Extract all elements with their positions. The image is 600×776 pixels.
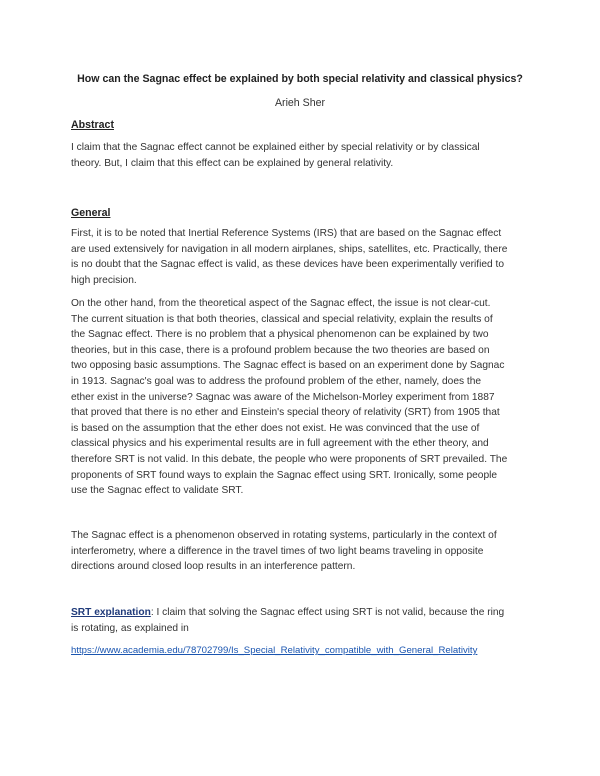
- text-line: interferometry, where a difference in the travel times of two light beams traveling in opposite: [71, 545, 484, 557]
- text-line: The Sagnac effect is a phenomenon observed in rotating systems, particularly in the context of: [71, 530, 497, 541]
- text-line: is based on the assumption that the ether does not exist. He was convinced that the use of: [71, 422, 480, 434]
- text-line: ether exist in the universe? Sagnac was aware of the Michelson-Morley experiment from 1887: [71, 391, 495, 403]
- text-line: theory. But, I claim that this effect can be explained by general relativity.: [71, 157, 394, 169]
- text-line: The current situation is that both theories, classical and special relativity, explain the results of: [71, 313, 493, 325]
- academia-link[interactable]: https://www.academia.edu/78702799/Is_Special_Relativity_compatible_with_General_Relativity: [71, 645, 478, 656]
- text-line: theories, but in this case, there is a profound problem because the two theories are based on: [71, 344, 490, 356]
- text-line: proponents of SRT found ways to explain the Sagnac effect using SRT. Ironically, some people: [71, 469, 498, 481]
- text-line: therefore SRT is not valid. In this debate, the people who were proponents of SRT prevailed. The: [71, 453, 508, 465]
- text-line: two opposing basic assumptions. The Sagnac effect is based on an experiment done by Sagnac: [71, 360, 505, 372]
- document-title: How can the Sagnac effect be explained by both special relativity and classical physics?: [77, 73, 523, 85]
- abstract-paragraph: [71, 140, 531, 171]
- author-name: Arieh Sher: [274, 97, 326, 109]
- general-paragraph-2: [71, 296, 531, 499]
- abstract-heading: Abstract: [71, 119, 114, 131]
- general-paragraph-3: [71, 528, 531, 575]
- text-line: I claim that the Sagnac effect cannot be explained either by special relativity or by classical: [71, 142, 480, 153]
- text-line: classical physics and his experimental results are in full agreement with the ether theory, and: [71, 438, 489, 450]
- srt-text: : I claim that solving the Sagnac effect using SRT is not valid, because the ring: [150, 607, 505, 618]
- text-line: First, it is to be noted that Inertial Reference Systems (IRS) that are based on the Sagnac effect: [71, 228, 502, 239]
- text-line: that proved that there is no ether and Einstein's special theory of relativity (SRT) from 1905 that: [71, 407, 500, 419]
- text-line: high precision.: [71, 274, 137, 286]
- general-heading: General: [71, 207, 111, 219]
- text-line: use the Sagnac effect to validate SRT.: [71, 485, 244, 497]
- text-line: is rotating, as explained in: [71, 622, 189, 634]
- text-line: [71, 605, 531, 621]
- srt-explanation-paragraph: [71, 605, 531, 636]
- text-line: On the other hand, from the theoretical aspect of the Sagnac effect, the issue is not clear-cut.: [71, 298, 491, 309]
- text-line: the Sagnac effect. There is no problem that a physical phenomenon can be explained by two: [71, 329, 489, 341]
- text-line: in 1913. Sagnac's goal was to address the profound problem of the ether, namely, does the: [71, 375, 482, 387]
- text-line: directions around closed loop results in an interference pattern.: [71, 561, 356, 573]
- srt-heading: SRT explanation: [71, 607, 151, 618]
- text-line: are used extensively for navigation in all modern airplanes, ships, satellites, etc. Practically, there: [71, 243, 508, 255]
- general-paragraph-1: [71, 226, 531, 288]
- text-line: is no doubt that the Sagnac effect is valid, as these devices have been experimentally verified to: [71, 259, 505, 271]
